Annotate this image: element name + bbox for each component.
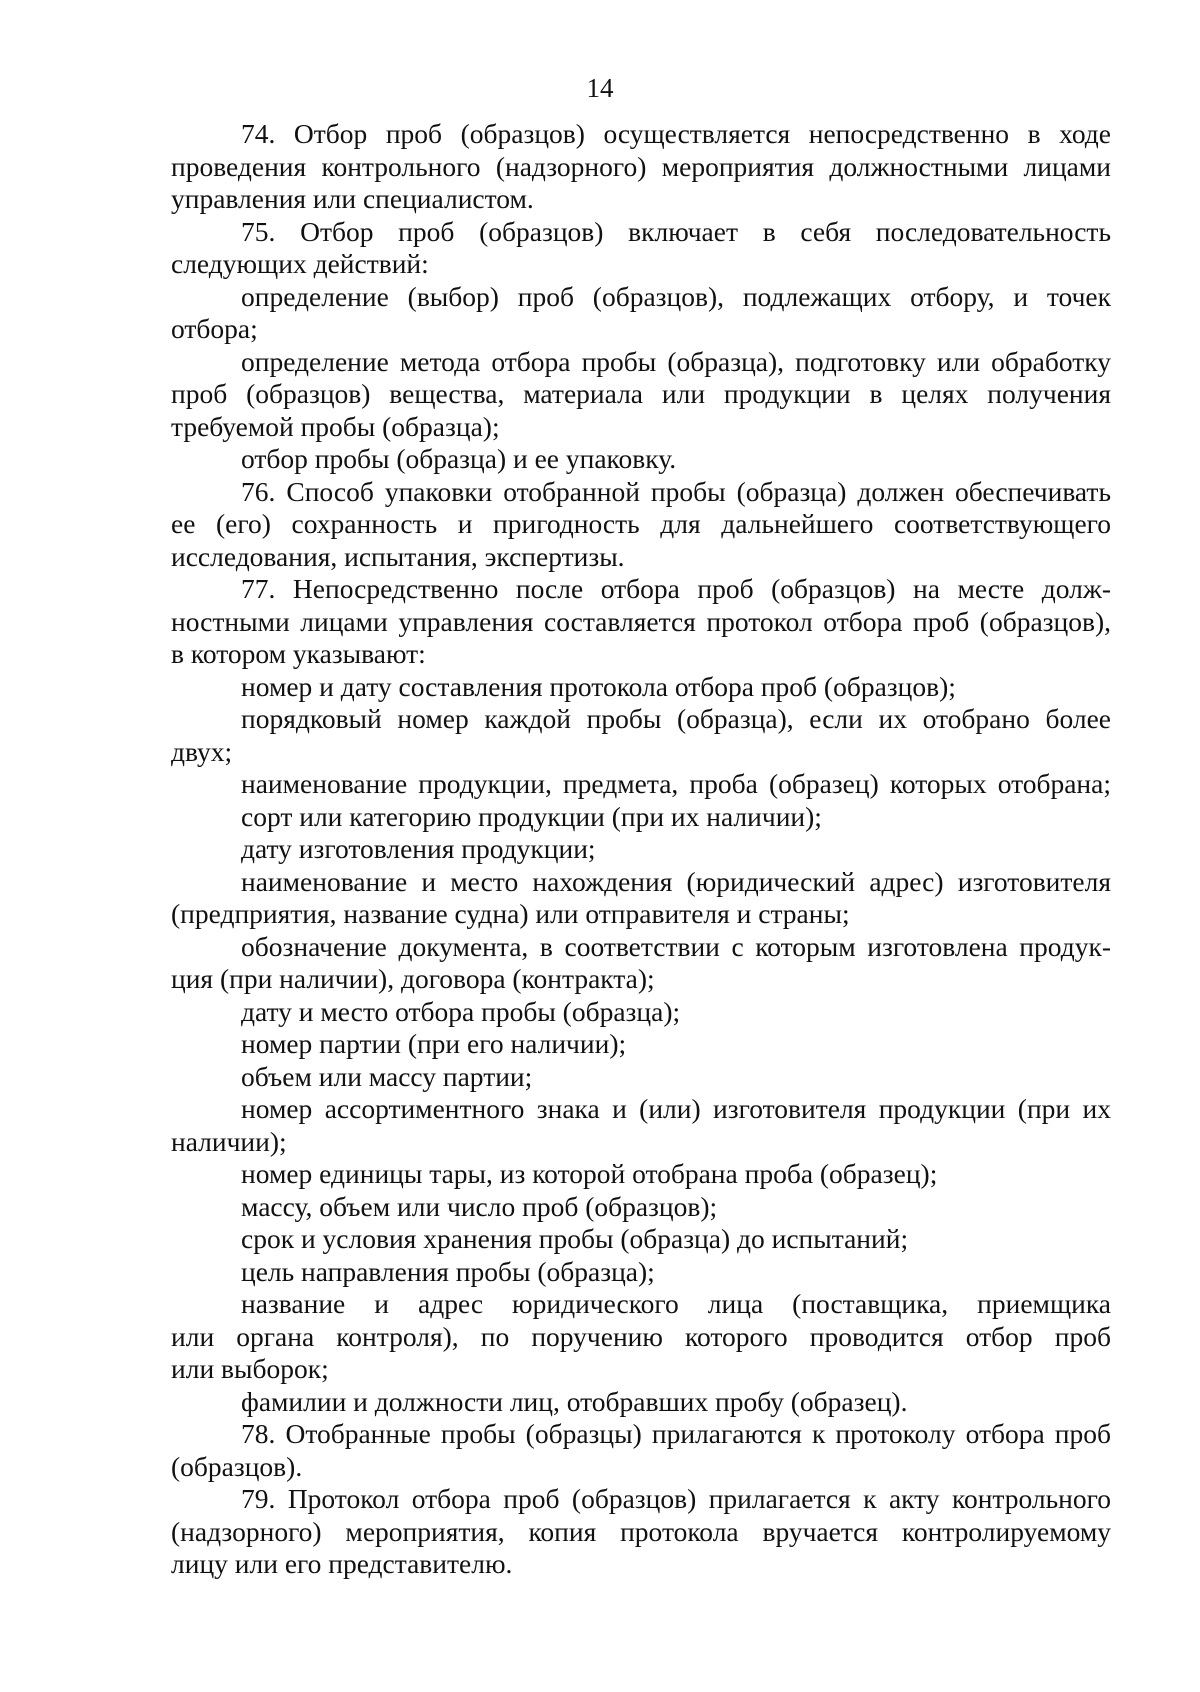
text-line: 79. Протокол отбора проб (образцов) прилагается к акту контрольного xyxy=(241,1483,1111,1514)
text-line: название и адрес юридического лица (поставщика, приемщика xyxy=(241,1288,1111,1319)
text-line: наименование и место нахождения (юридический адрес) изготовителя xyxy=(241,865,1111,897)
page-number: 14 xyxy=(586,73,614,103)
text-line: следующих действий: xyxy=(171,248,429,279)
text-line: ее (его) сохранность и пригодность для дальнейшего соответствующего xyxy=(171,508,1111,539)
text-line: отбор пробы (образца) и ее упаковку. xyxy=(241,443,677,474)
text-line: наличии); xyxy=(171,1125,287,1157)
text-line: номер партии (при его наличии); xyxy=(241,1028,627,1059)
text-line: исследования, испытания, экспертизы. xyxy=(171,540,625,572)
text-line: наименование продукции, предмета, проба (образец) которых отобрана; xyxy=(241,768,1111,799)
text-line: (образцов). xyxy=(171,1450,303,1482)
text-line: номер и дату составления протокола отбора проб (образцов); xyxy=(241,670,956,702)
text-line: отбора; xyxy=(171,313,258,344)
text-line: 78. Отобранные пробы (образцы) прилагаются к протоколу отбора проб xyxy=(241,1418,1111,1449)
text-line: 74. Отбор проб (образцов) осуществляется непосредственно в ходе xyxy=(241,118,1111,149)
text-line: определение (выбор) проб (образцов), подлежащих отбору, и точек xyxy=(241,280,1111,312)
text-line: 75. Отбор проб (образцов) включает в себя последовательность xyxy=(241,215,1111,247)
text-line: массу, объем или число проб (образцов); xyxy=(241,1190,718,1222)
text-line: управления или специалистом. xyxy=(171,183,534,214)
text-line: проб (образцов) вещества, материала или продукции в целях получения xyxy=(171,378,1111,409)
text-line: дату и место отбора пробы (образца); xyxy=(241,995,681,1027)
text-line: требуемой пробы (образца); xyxy=(171,410,500,442)
text-line: 76. Способ упаковки отобранной пробы (образца) должен обеспечивать xyxy=(241,475,1111,507)
document-body xyxy=(171,118,1111,1581)
text-line: дату изготовления продукции; xyxy=(241,833,596,864)
text-line: в котором указывают: xyxy=(171,638,426,669)
text-line: (надзорного) мероприятия, копия протокола вручается контролируемому xyxy=(171,1515,1111,1547)
text-line: лицу или его представителю. xyxy=(171,1548,513,1579)
text-line: сорт или категорию продукции (при их наличии); xyxy=(241,800,822,832)
text-line: срок и условия хранения пробы (образца) до испытаний; xyxy=(241,1223,909,1254)
text-line: двух; xyxy=(171,735,233,767)
text-line: обозначение документа, в соответствии с которым изготовлена продук- xyxy=(241,930,1111,962)
text-line: ностными лицами управления составляется протокол отбора проб (образцов), xyxy=(171,605,1111,637)
text-line: номер единицы тары, из которой отобрана проба (образец); xyxy=(241,1158,938,1189)
text-line: (предприятия, название судна) или отправителя и страны; xyxy=(171,898,850,929)
text-line: ция (при наличии), договора (контракта); xyxy=(171,963,655,994)
text-line: порядковый номер каждой пробы (образца), если их отобрано более xyxy=(241,703,1111,734)
text-line: фамилии и должности лиц, отобравших пробу (образец). xyxy=(241,1385,908,1417)
text-line: объем или массу партии; xyxy=(241,1060,533,1092)
text-line: проведения контрольного (надзорного) мероприятия должностными лицами xyxy=(171,150,1111,182)
text-line: номер ассортиментного знака и (или) изготовителя продукции (при их xyxy=(241,1093,1111,1124)
text-line: 77. Непосредственно после отбора проб (образцов) на месте долж- xyxy=(241,573,1111,604)
text-line: определение метода отбора пробы (образца), подготовку или обработку xyxy=(241,345,1111,377)
text-line: или органа контроля), по поручению которого проводится отбор проб xyxy=(171,1320,1111,1352)
text-line: цель направления пробы (образца); xyxy=(241,1255,655,1287)
text-line: или выборок; xyxy=(171,1353,329,1384)
